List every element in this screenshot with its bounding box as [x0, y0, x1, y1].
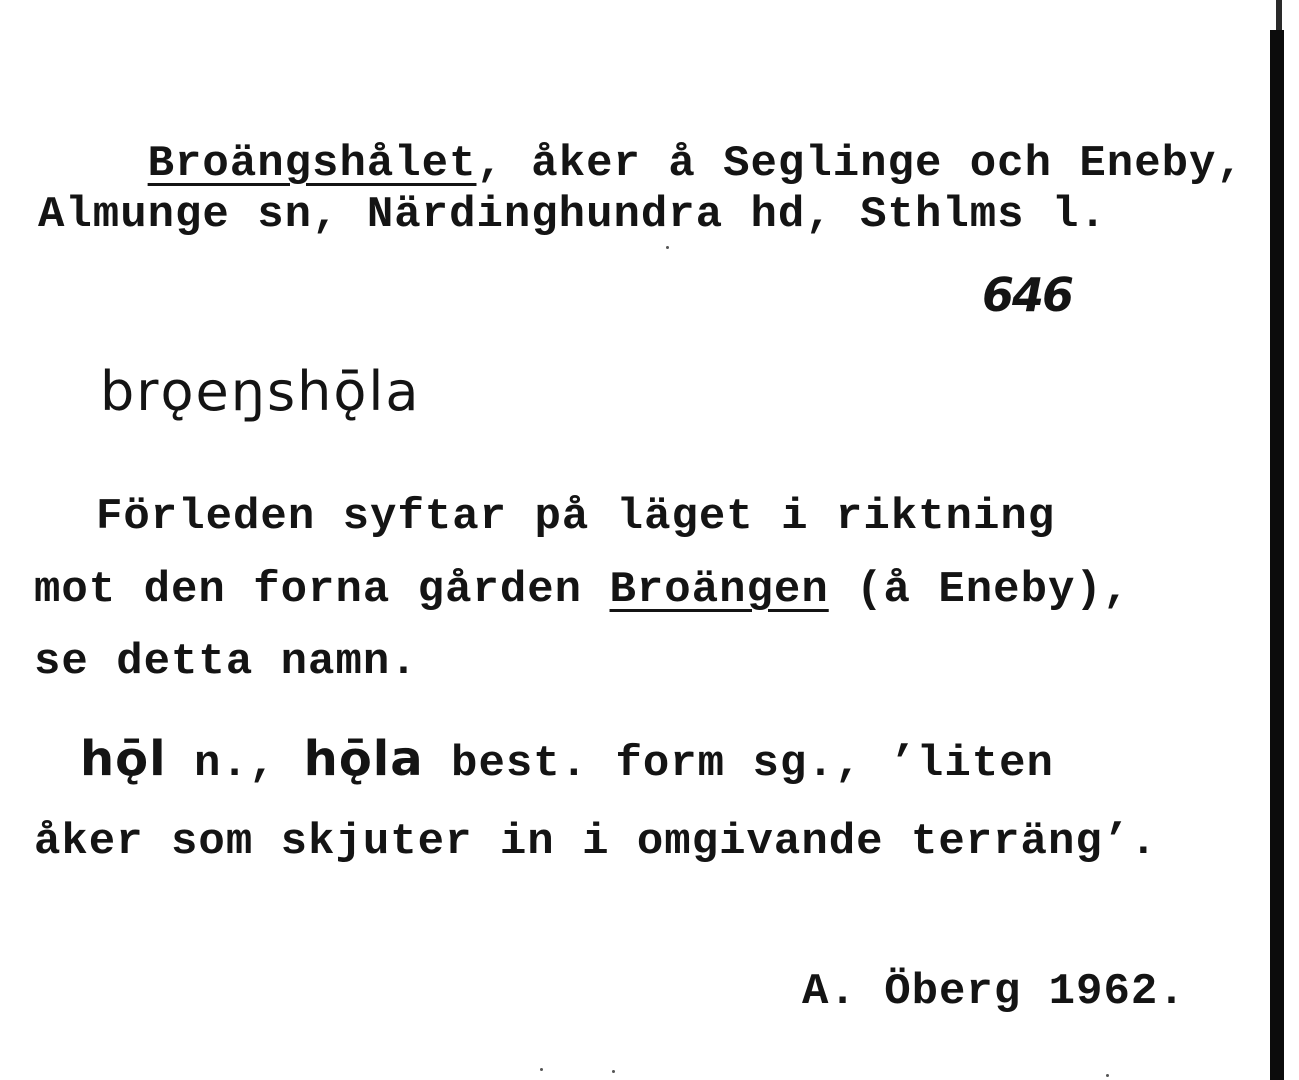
card-edge-shadow: [1270, 30, 1284, 1080]
gloss-rest: best. form sg., ’liten: [423, 739, 1054, 789]
paragraph-line-3: se detta namn.: [34, 637, 418, 687]
handwritten-number: 646: [982, 268, 1073, 322]
gloss-line-1: [80, 731, 1054, 789]
paragraph-line-2-start: mot den forna gården: [34, 565, 610, 615]
scan-speck: [612, 1070, 615, 1073]
paragraph-line-2-end: (å Eneby),: [828, 565, 1131, 615]
gloss-line-2: åker som skjuter in i omgivande terräng’.: [34, 817, 1158, 867]
scan-speck: [540, 1068, 543, 1071]
paragraph-line-2: [34, 565, 1131, 615]
paragraph-line-1: Förleden syftar på läget i riktning: [96, 492, 1056, 542]
card-edge-shadow-top: [1276, 0, 1282, 34]
handwritten-word-1: hǭl: [80, 731, 167, 787]
handwritten-word-2: hǭla: [303, 731, 424, 787]
scan-speck: [666, 246, 669, 249]
phonetic-transcription: brǫeŋshǭla: [100, 360, 421, 423]
place-name: Broängshålet: [147, 139, 477, 189]
heading-rest: , åker å Seglinge och Eneby,: [476, 139, 1244, 189]
signature: A. Öberg 1962.: [802, 967, 1186, 1017]
gloss-mid: n.,: [166, 739, 304, 789]
scan-speck: [1106, 1074, 1109, 1077]
cross-reference-link: Broängen: [609, 565, 829, 615]
location-line: Almunge sn, Närdinghundra hd, Sthlms l.: [38, 190, 1107, 240]
